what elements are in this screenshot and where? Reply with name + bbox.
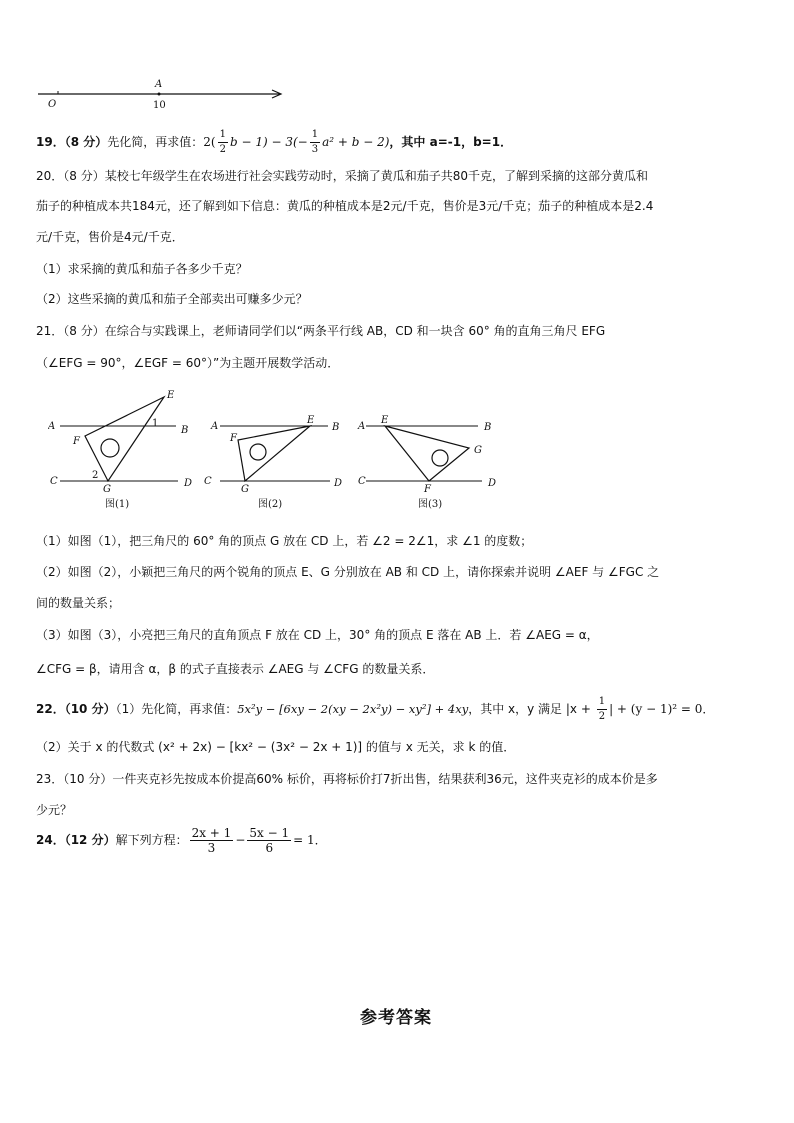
question-20-line-1: 20．（8 分）某校七年级学生在农场进行社会实践劳动时，采摘了黄瓜和茄子共80千克，了解到采摘的这部分黄瓜和: [36, 169, 648, 183]
question-number: 24．（12 分）: [36, 833, 116, 847]
fraction: $\frac{2x + 1}{3}$: [191, 826, 232, 855]
svg-text:B: B: [332, 422, 340, 433]
question-text: 先化简，再求值：: [107, 135, 204, 149]
ten-label: 10: [153, 100, 166, 111]
svg-text:D: D: [184, 478, 193, 489]
question-20-sub-1: （1）求采摘的黄瓜和茄子各多少千克？: [36, 262, 248, 276]
question-number: 22．（10 分）: [36, 702, 116, 716]
figure-1-caption: 图(1): [105, 499, 130, 510]
svg-text:A: A: [358, 421, 366, 432]
question-21-line-2: （∠EFG = 90°，∠EGF = 60°）”为主题开展数学活动．: [36, 356, 340, 370]
figure-1: [48, 390, 192, 510]
figure-3: [357, 415, 496, 510]
question-20-sub-2: （2）这些采摘的黄瓜和茄子全部卖出可赚多少元？: [36, 292, 308, 306]
condition-tail: | + (y − 1)² = 0．: [609, 702, 715, 716]
question-text: 解下列方程：: [115, 833, 188, 847]
svg-text:A: A: [211, 421, 219, 432]
question-21-sub-2b: 间的数量关系；: [36, 596, 121, 610]
figure-3-caption: 图(3): [418, 499, 443, 510]
svg-text:F: F: [424, 484, 431, 495]
svg-text:C: C: [204, 476, 212, 487]
condition-text: ，其中 a=-1，b=1．: [389, 135, 513, 149]
svg-text:G: G: [474, 445, 482, 456]
svg-text:C: C: [50, 476, 58, 487]
condition-text: ，其中 x，y 满足 |x +: [468, 702, 595, 716]
question-19: [36, 128, 512, 157]
fraction: $\frac{1}{3}$: [311, 129, 319, 155]
svg-text:G: G: [241, 484, 249, 495]
question-24: [36, 826, 327, 855]
expr-part: b − 1) − 3(−: [229, 135, 308, 149]
svg-text:E: E: [381, 415, 389, 426]
question-22-part-2: （2）关于 x 的代数式 (x² + 2x) − [kx² − (3x² − 2x + 1)] 的值与 x 无关，求 k 的值．: [36, 740, 516, 754]
question-21-sub-2a: （2）如图（2），小颖把三角尺的两个锐角的顶点 E、G 分别放在 AB 和 CD 上，请你探索并说明 ∠AEF 与 ∠FGC 之: [36, 565, 660, 579]
number-line-figure: [32, 74, 294, 114]
svg-text:G: G: [103, 484, 111, 495]
origin-label: O: [48, 99, 57, 110]
svg-text:F: F: [73, 436, 80, 447]
question-23-line-2: 少元？: [36, 803, 73, 817]
svg-text:B: B: [181, 425, 189, 436]
svg-text:2: 2: [92, 470, 99, 481]
minus-sign: −: [235, 833, 246, 847]
question-text: （1）先化简，再求值：: [115, 702, 238, 716]
question-number: 19．（8 分）: [36, 135, 108, 149]
svg-text:F: F: [230, 433, 237, 444]
svg-text:A: A: [48, 421, 56, 432]
svg-text:1: 1: [152, 418, 159, 429]
question-22-part-1: [36, 695, 714, 724]
triangle-figures: [48, 386, 500, 512]
question-20-line-3: 元/千克，售价是4元/千克．: [36, 230, 184, 244]
expr-part: a² + b − 2): [322, 135, 390, 149]
question-21-sub-1: （1）如图（1），把三角尺的 60° 角的顶点 G 放在 CD 上，若 ∠2 = 2∠1，求 ∠1 的度数；: [36, 534, 533, 548]
svg-text:E: E: [307, 415, 315, 426]
fraction: $\frac{1}{2}$: [219, 129, 226, 155]
fraction: $\frac{1}{2}$: [598, 696, 606, 722]
question-21-sub-3a: （3）如图（3），小亮把三角尺的直角顶点 F 放在 CD 上，30° 角的顶点 E 落在 AB 上．若 ∠AEG = α，: [36, 628, 599, 642]
question-20-line-2: 茄子的种植成本共184元，还了解到如下信息：黄瓜的种植成本是2元/千克，售价是3元/千克；茄子的种植成本是2.4: [36, 199, 654, 213]
svg-text:C: C: [358, 476, 366, 487]
expression: 5x²y − [6xy − 2(xy − 2x²y) − xy²] + 4xy: [237, 702, 469, 716]
fraction: $\frac{5x - 1}{6}$: [249, 826, 290, 855]
figure-2-caption: 图(2): [258, 499, 283, 510]
expr-part: 2(: [203, 135, 216, 149]
question-21-line-1: 21．（8 分）在综合与实践课上，老师请同学们以“两条平行线 AB，CD 和一块含 60° 角的直角三角尺 EFG: [36, 324, 606, 338]
point-a-label: A: [155, 79, 163, 90]
answers-title: 参考答案: [360, 1008, 432, 1028]
svg-text:B: B: [484, 422, 492, 433]
svg-text:E: E: [167, 390, 175, 401]
svg-text:D: D: [334, 478, 343, 489]
question-21-sub-3b: ∠CFG = β，请用含 α，β 的式子直接表示 ∠AEG 与 ∠CFG 的数量关系．: [36, 662, 435, 676]
equation-tail: = 1．: [293, 833, 327, 847]
svg-text:D: D: [488, 478, 497, 489]
figure-2: [204, 415, 342, 510]
question-23-line-1: 23．（10 分）一件夹克衫先按成本价提高60% 标价，再将标价打7折出售，结果获利36元，这件夹克衫的成本价是多: [36, 772, 658, 786]
